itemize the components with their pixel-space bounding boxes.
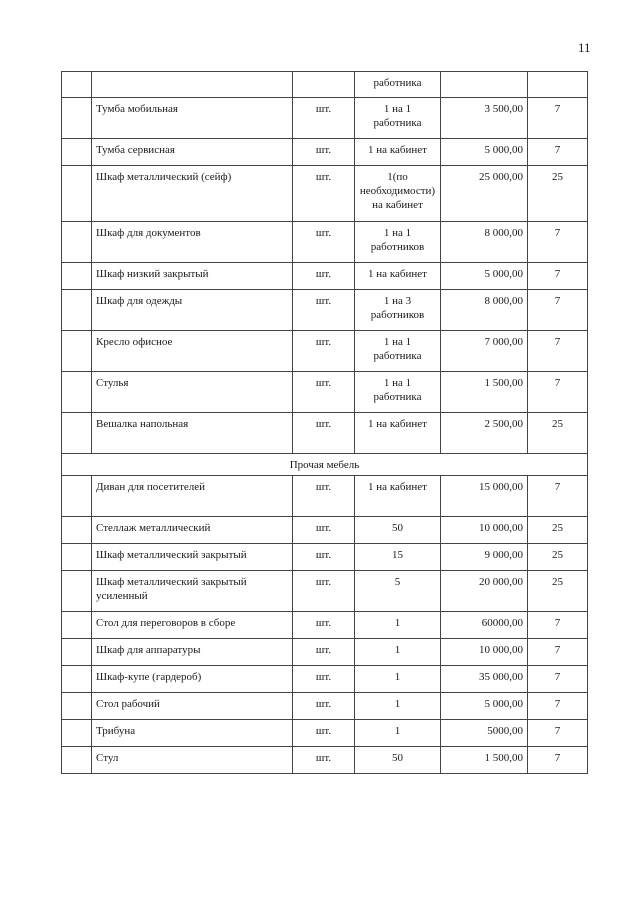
norm-cell: 1 bbox=[355, 693, 441, 720]
table-row bbox=[62, 517, 588, 544]
norm-cell: 1 на кабинет bbox=[355, 139, 441, 166]
service-life-cell: 7 bbox=[528, 639, 588, 666]
price-cell: 2 500,00 bbox=[441, 413, 528, 454]
unit-cell bbox=[293, 72, 355, 98]
service-life-cell: 7 bbox=[528, 139, 588, 166]
page-number: 11 bbox=[578, 40, 591, 55]
price-cell: 5 000,00 bbox=[441, 139, 528, 166]
norm-cell: 1(по необходимости) на кабинет bbox=[355, 166, 441, 222]
norm-cell: 50 bbox=[355, 517, 441, 544]
norm-cell: 5 bbox=[355, 571, 441, 612]
unit-cell: шт. bbox=[293, 331, 355, 372]
price-cell: 1 500,00 bbox=[441, 372, 528, 413]
service-life-cell: 7 bbox=[528, 331, 588, 372]
service-life-cell: 25 bbox=[528, 517, 588, 544]
item-name-cell: Стеллаж металлический bbox=[92, 517, 293, 544]
unit-cell: шт. bbox=[293, 98, 355, 139]
unit-cell: шт. bbox=[293, 639, 355, 666]
row-number-cell bbox=[62, 693, 92, 720]
unit-cell: шт. bbox=[293, 413, 355, 454]
service-life-cell: 7 bbox=[528, 693, 588, 720]
table-row bbox=[62, 747, 588, 774]
row-number-cell bbox=[62, 666, 92, 693]
item-name-cell: Кресло офисное bbox=[92, 331, 293, 372]
item-name-cell: Шкаф металлический закрытый усиленный bbox=[92, 571, 293, 612]
table-row bbox=[62, 222, 588, 263]
table-row bbox=[62, 639, 588, 666]
table-row bbox=[62, 666, 588, 693]
item-name-cell: Стулья bbox=[92, 372, 293, 413]
price-cell: 1 500,00 bbox=[441, 747, 528, 774]
unit-cell: шт. bbox=[293, 666, 355, 693]
price-cell: 15 000,00 bbox=[441, 476, 528, 517]
item-name-cell: Шкаф для одежды bbox=[92, 290, 293, 331]
row-number-cell bbox=[62, 98, 92, 139]
service-life-cell: 7 bbox=[528, 612, 588, 639]
norm-cell: 1 bbox=[355, 666, 441, 693]
price-cell: 10 000,00 bbox=[441, 517, 528, 544]
price-cell: 8 000,00 bbox=[441, 222, 528, 263]
norm-cell: 50 bbox=[355, 747, 441, 774]
service-life-cell: 7 bbox=[528, 747, 588, 774]
table-row bbox=[62, 72, 588, 98]
norm-cell: 1 на 1 работника bbox=[355, 331, 441, 372]
service-life-cell: 7 bbox=[528, 98, 588, 139]
service-life-cell bbox=[528, 72, 588, 98]
row-number-cell bbox=[62, 331, 92, 372]
price-cell: 20 000,00 bbox=[441, 571, 528, 612]
service-life-cell: 25 bbox=[528, 544, 588, 571]
unit-cell: шт. bbox=[293, 571, 355, 612]
unit-cell: шт. bbox=[293, 166, 355, 222]
price-cell: 10 000,00 bbox=[441, 639, 528, 666]
norm-cell: 1 на 1 работников bbox=[355, 222, 441, 263]
row-number-cell bbox=[62, 263, 92, 290]
norm-cell: 1 bbox=[355, 612, 441, 639]
section-title: Прочая мебель bbox=[62, 454, 588, 476]
table-row bbox=[62, 720, 588, 747]
price-cell: 5 000,00 bbox=[441, 263, 528, 290]
unit-cell: шт. bbox=[293, 222, 355, 263]
price-cell: 3 500,00 bbox=[441, 98, 528, 139]
row-number-cell bbox=[62, 476, 92, 517]
service-life-cell: 7 bbox=[528, 720, 588, 747]
row-number-cell bbox=[62, 139, 92, 166]
table-row bbox=[62, 372, 588, 413]
item-name-cell bbox=[92, 72, 293, 98]
table-row bbox=[62, 331, 588, 372]
table-row bbox=[62, 571, 588, 612]
table-row bbox=[62, 612, 588, 639]
item-name-cell: Шкаф металлический (сейф) bbox=[92, 166, 293, 222]
price-cell: 5 000,00 bbox=[441, 693, 528, 720]
item-name-cell: Тумба мобильная bbox=[92, 98, 293, 139]
section-row bbox=[62, 454, 588, 476]
item-name-cell: Стул bbox=[92, 747, 293, 774]
unit-cell: шт. bbox=[293, 720, 355, 747]
item-name-cell: Шкаф низкий закрытый bbox=[92, 263, 293, 290]
norm-cell: 1 на 3 работников bbox=[355, 290, 441, 331]
table-row bbox=[62, 544, 588, 571]
unit-cell: шт. bbox=[293, 612, 355, 639]
price-cell bbox=[441, 72, 528, 98]
price-cell: 8 000,00 bbox=[441, 290, 528, 331]
table-row bbox=[62, 166, 588, 222]
row-number-cell bbox=[62, 290, 92, 331]
unit-cell: шт. bbox=[293, 693, 355, 720]
row-number-cell bbox=[62, 372, 92, 413]
unit-cell: шт. bbox=[293, 139, 355, 166]
norm-cell: 1 на кабинет bbox=[355, 476, 441, 517]
service-life-cell: 7 bbox=[528, 372, 588, 413]
row-number-cell bbox=[62, 571, 92, 612]
item-name-cell: Шкаф для документов bbox=[92, 222, 293, 263]
table-row bbox=[62, 290, 588, 331]
price-cell: 35 000,00 bbox=[441, 666, 528, 693]
item-name-cell: Шкаф для аппаратуры bbox=[92, 639, 293, 666]
service-life-cell: 7 bbox=[528, 476, 588, 517]
unit-cell: шт. bbox=[293, 263, 355, 290]
service-life-cell: 25 bbox=[528, 413, 588, 454]
unit-cell: шт. bbox=[293, 544, 355, 571]
unit-cell: шт. bbox=[293, 476, 355, 517]
price-cell: 9 000,00 bbox=[441, 544, 528, 571]
item-name-cell: Тумба сервисная bbox=[92, 139, 293, 166]
service-life-cell: 7 bbox=[528, 290, 588, 331]
row-number-cell bbox=[62, 544, 92, 571]
row-number-cell bbox=[62, 166, 92, 222]
table-row bbox=[62, 476, 588, 517]
row-number-cell bbox=[62, 222, 92, 263]
item-name-cell: Шкаф металлический закрытый bbox=[92, 544, 293, 571]
row-number-cell bbox=[62, 72, 92, 98]
price-cell: 25 000,00 bbox=[441, 166, 528, 222]
norm-cell: 1 на кабинет bbox=[355, 413, 441, 454]
row-number-cell bbox=[62, 413, 92, 454]
row-number-cell bbox=[62, 720, 92, 747]
service-life-cell: 7 bbox=[528, 666, 588, 693]
item-name-cell: Шкаф-купе (гардероб) bbox=[92, 666, 293, 693]
table-row bbox=[62, 263, 588, 290]
table-row bbox=[62, 139, 588, 166]
norm-cell: работника bbox=[355, 72, 441, 98]
norm-cell: 1 bbox=[355, 639, 441, 666]
unit-cell: шт. bbox=[293, 372, 355, 413]
norm-cell: 1 на кабинет bbox=[355, 263, 441, 290]
unit-cell: шт. bbox=[293, 517, 355, 544]
service-life-cell: 7 bbox=[528, 222, 588, 263]
item-name-cell: Трибуна bbox=[92, 720, 293, 747]
price-cell: 5000,00 bbox=[441, 720, 528, 747]
table-row bbox=[62, 693, 588, 720]
unit-cell: шт. bbox=[293, 290, 355, 331]
item-name-cell: Вешалка напольная bbox=[92, 413, 293, 454]
service-life-cell: 25 bbox=[528, 571, 588, 612]
furniture-norms-table bbox=[61, 71, 588, 774]
row-number-cell bbox=[62, 747, 92, 774]
price-cell: 60000,00 bbox=[441, 612, 528, 639]
item-name-cell: Стол для переговоров в сборе bbox=[92, 612, 293, 639]
norm-cell: 1 bbox=[355, 720, 441, 747]
unit-cell: шт. bbox=[293, 747, 355, 774]
service-life-cell: 25 bbox=[528, 166, 588, 222]
table-row bbox=[62, 98, 588, 139]
price-cell: 7 000,00 bbox=[441, 331, 528, 372]
item-name-cell: Диван для посетителей bbox=[92, 476, 293, 517]
table-row bbox=[62, 413, 588, 454]
norm-cell: 1 на 1 работника bbox=[355, 372, 441, 413]
norm-cell: 15 bbox=[355, 544, 441, 571]
row-number-cell bbox=[62, 517, 92, 544]
row-number-cell bbox=[62, 612, 92, 639]
row-number-cell bbox=[62, 639, 92, 666]
item-name-cell: Стол рабочий bbox=[92, 693, 293, 720]
service-life-cell: 7 bbox=[528, 263, 588, 290]
norm-cell: 1 на 1 работника bbox=[355, 98, 441, 139]
